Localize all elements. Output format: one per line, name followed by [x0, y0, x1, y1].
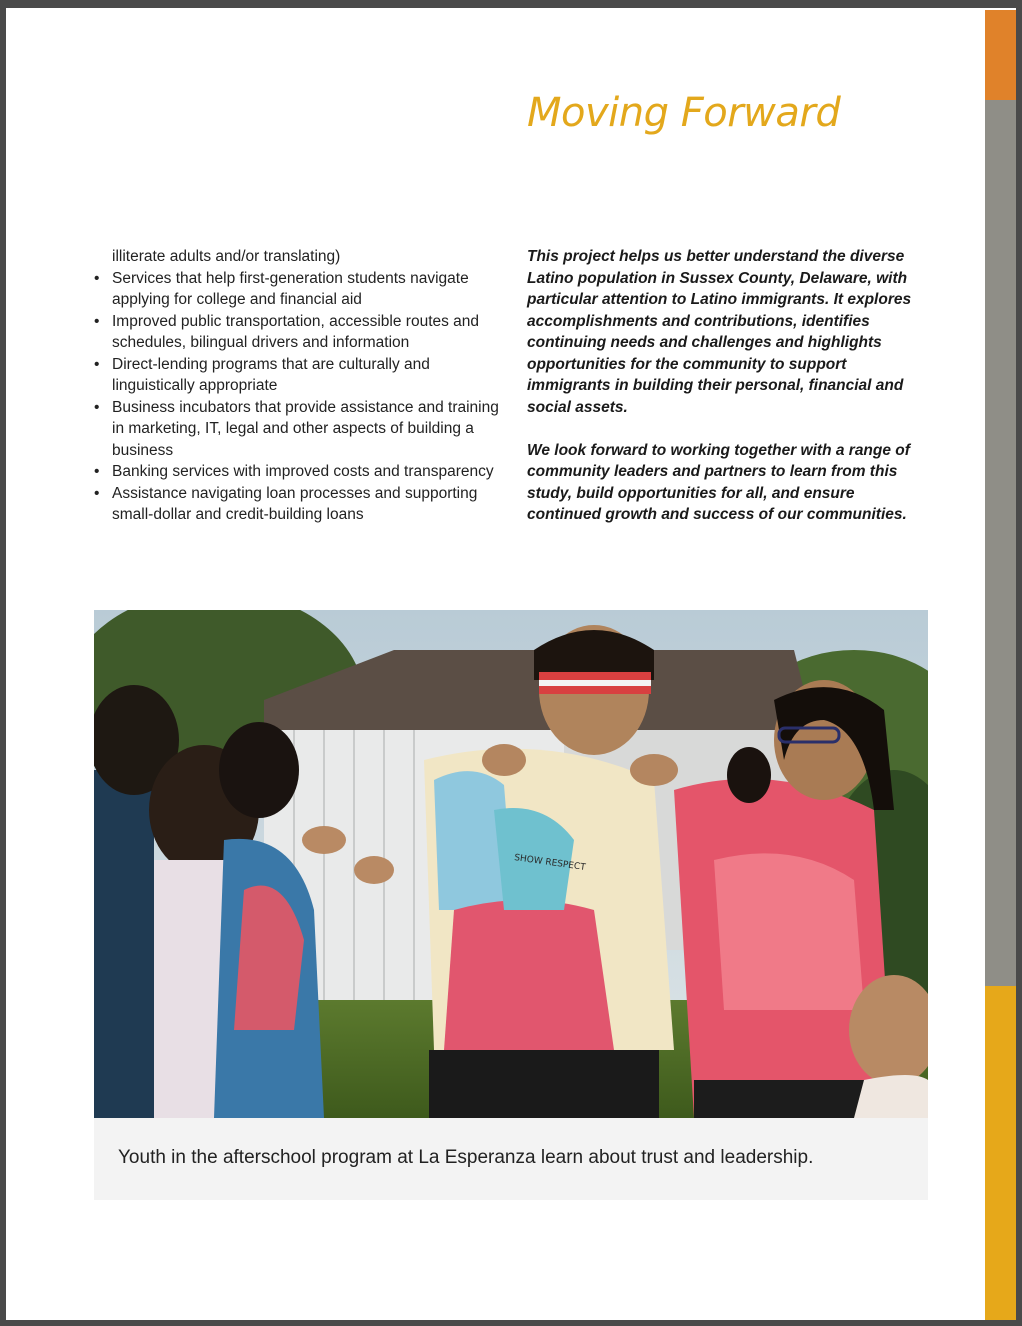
left-column — [94, 246, 499, 526]
document-page — [6, 8, 1016, 1320]
side-bar-gold — [985, 986, 1016, 1320]
list-item: • Business incubators that provide assistance and training in marketing, IT, legal and other aspects of building a business — [94, 398, 499, 459]
side-bar-orange — [985, 10, 1016, 100]
bullet-icon: • — [94, 484, 100, 502]
bullet-icon: • — [94, 355, 100, 373]
side-bar-gray — [985, 100, 1016, 986]
photo-caption: Youth in the afterschool program at La Esperanza learn about trust and leadership. — [118, 1147, 814, 1168]
bullet-icon: • — [94, 269, 100, 287]
list-item: • Services that help first-generation students navigate applying for college and financial aid — [94, 269, 469, 308]
list-item: • Banking services with improved costs and transparency — [94, 461, 499, 483]
list-item: • Direct-lending programs that are culturally and linguistically appropriate — [94, 355, 430, 394]
continued-text: illiterate adults and/or translating) — [112, 248, 341, 265]
right-column — [527, 246, 929, 547]
needs-list — [94, 268, 499, 526]
bullet-icon: • — [94, 312, 100, 330]
youth-photo-illustration — [94, 610, 928, 1118]
bullet-icon: • — [94, 463, 100, 480]
bullet-icon: • — [94, 398, 100, 416]
shirt-text: SHOW RESPECT — [513, 853, 587, 873]
list-item: • Assistance navigating loan processes and supporting small-dollar and credit-building loans — [94, 484, 478, 523]
caption-box — [94, 1118, 928, 1200]
page-title: Moving Forward — [527, 90, 841, 136]
youth-photo — [94, 610, 928, 1118]
closing-paragraph: We look forward to working together with a range of community leaders and partners to learn from this study, build opportunities for all, and ensure continued growth and success of our communities. — [527, 441, 910, 523]
intro-paragraph: This project helps us better understand the diverse Latino population in Sussex County, Delaware, with particular attention to Latino immigrants. It explores accomplishments and contributions, identifies continuing needs and challenges and highlights opportunities for the community to support immigrants in building their personal, financial and social assets. — [527, 248, 912, 416]
list-item: • Improved public transportation, accessible routes and schedules, bilingual drivers and information — [94, 312, 480, 351]
